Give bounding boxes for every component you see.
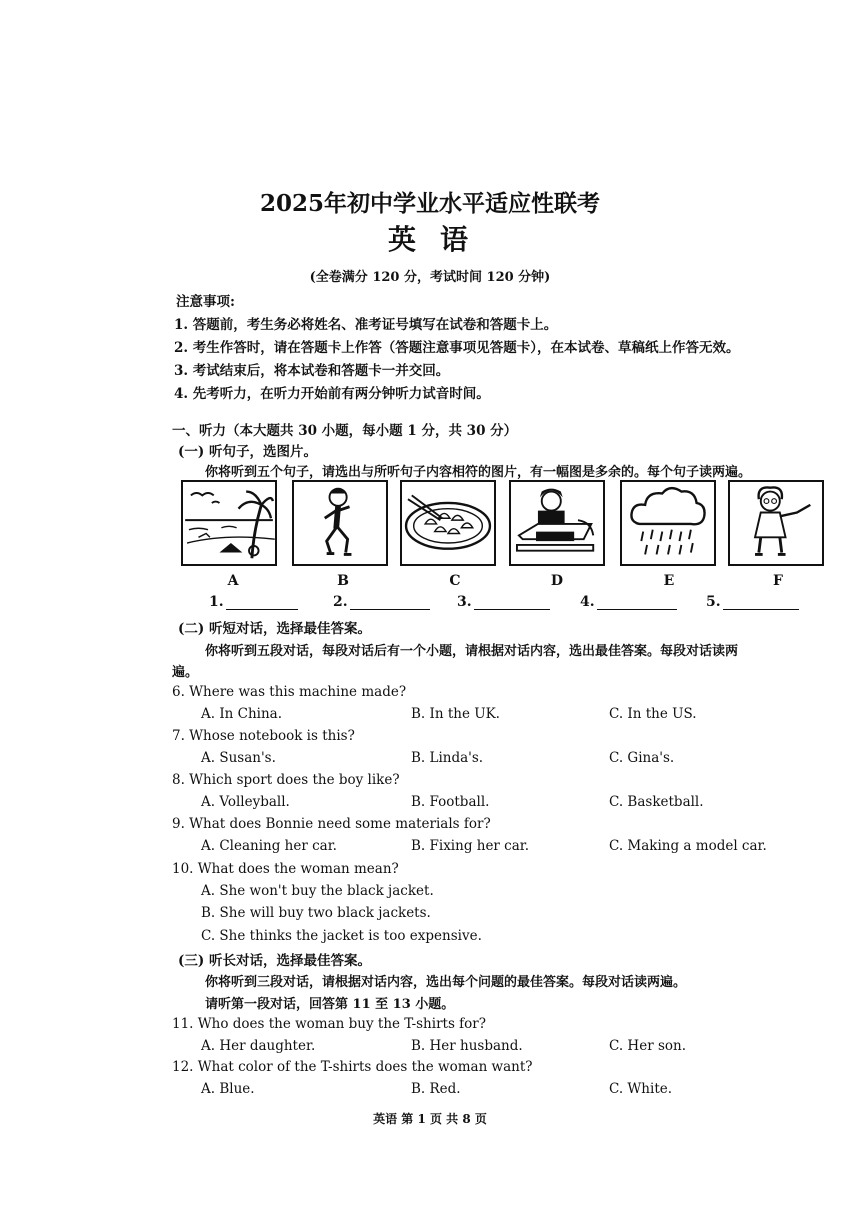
answer-blank[interactable]: 3. <box>457 594 550 610</box>
picture-letter: C <box>449 573 461 589</box>
part3-instruction: 你将听到三段对话，请根据对话内容，选出每个问题的最佳答案。每段对话读两遍。 <box>205 975 687 990</box>
picture-dumplings <box>400 480 496 566</box>
score-time-note: (全卷满分 120 分，考试时间 120 分钟) <box>309 270 551 285</box>
part3-heading: (三) 听长对话，选择最佳答案。 <box>178 953 371 969</box>
question-7: 7. Whose notebook is this? <box>172 728 355 744</box>
picture-rain-cloud <box>620 480 716 566</box>
part2-instruction: 你将听到五段对话，每段对话后有一个小题，请根据对话内容，选出最佳答案。每段对话读两 <box>205 644 739 659</box>
picture-letter: F <box>773 573 783 589</box>
subject-title: 英语 <box>387 223 492 256</box>
part1-instruction: 你将听到五个句子，请选出与所听句子内容相符的图片，有一幅图是多余的。每个句子读两遍。 <box>205 465 752 480</box>
answer-blank[interactable]: 5. <box>706 594 799 610</box>
option-b[interactable]: B. Linda's. <box>411 750 484 766</box>
dumplings-icon <box>402 482 494 564</box>
section-heading: 一、听力（本大题共 30 小题，每小题 1 分，共 30 分） <box>172 423 518 439</box>
option-c[interactable]: C. Gina's. <box>609 750 675 766</box>
question-10: 10. What does the woman mean? <box>172 861 399 877</box>
question-6: 6. Where was this machine made? <box>172 684 407 700</box>
picture-teacher <box>728 480 824 566</box>
option-a[interactable]: A. Cleaning her car. <box>201 838 337 854</box>
note-item: 3. 考试结束后，将本试卷和答题卡一并交回。 <box>174 363 450 379</box>
option-b[interactable]: B. Her husband. <box>411 1038 523 1054</box>
option-b[interactable]: B. Fixing her car. <box>411 838 530 854</box>
picture-letter: E <box>663 573 675 589</box>
option-a[interactable]: A. In China. <box>201 706 283 722</box>
picture-letter: B <box>337 573 349 589</box>
option-a[interactable]: A. Her daughter. <box>201 1038 316 1054</box>
option-c[interactable]: C. White. <box>609 1081 673 1097</box>
beach-icon <box>183 482 275 564</box>
page-title: 2025年初中学业水平适应性联考 <box>259 190 600 217</box>
page-footer: 英语 第 1 页 共 8 页 <box>373 1112 487 1126</box>
picture-running-boy <box>292 480 388 566</box>
answer-blank[interactable]: 2. <box>333 594 430 610</box>
picture-letter: D <box>550 573 564 589</box>
question-8: 8. Which sport does the boy like? <box>172 772 400 788</box>
picture-letter: A <box>227 573 239 589</box>
note-item: 2. 考生作答时，请在答题卡上作答（答题注意事项见答题卡），在本试卷、草稿纸上作答无效。 <box>174 340 740 356</box>
answer-blank[interactable]: 4. <box>580 594 677 610</box>
question-12: 12. What color of the T-shirts does the woman want? <box>172 1059 533 1075</box>
option-b[interactable]: B. Football. <box>411 794 490 810</box>
rain-cloud-icon <box>622 482 714 564</box>
teacher-icon <box>730 482 822 564</box>
option-a[interactable]: A. Susan's. <box>201 750 276 766</box>
question-11: 11. Who does the woman buy the T-shirts for? <box>172 1016 486 1032</box>
cooking-boy-icon <box>511 482 603 564</box>
option-a[interactable]: A. Volleyball. <box>201 794 290 810</box>
running-boy-icon <box>294 482 386 564</box>
note-item: 4. 先考听力，在听力开始前有两分钟听力试音时间。 <box>174 386 490 402</box>
option-c[interactable]: C. She thinks the jacket is too expensive. <box>201 928 482 944</box>
picture-cooking <box>509 480 605 566</box>
note-item: 1. 答题前，考生务必将姓名、准考证号填写在试卷和答题卡上。 <box>174 317 558 333</box>
part1-heading: (一) 听句子，选图片。 <box>178 444 317 460</box>
option-b[interactable]: B. In the UK. <box>411 706 500 722</box>
option-c[interactable]: C. Her son. <box>609 1038 686 1054</box>
picture-beach <box>181 480 277 566</box>
part3-sub-instruction: 请听第一段对话，回答第 11 至 13 小题。 <box>205 997 455 1012</box>
option-b[interactable]: B. Red. <box>411 1081 461 1097</box>
option-c[interactable]: C. Making a model car. <box>609 838 767 854</box>
option-c[interactable]: C. Basketball. <box>609 794 704 810</box>
option-c[interactable]: C. In the US. <box>609 706 697 722</box>
question-9: 9. What does Bonnie need some materials for? <box>172 816 491 832</box>
option-a[interactable]: A. She won't buy the black jacket. <box>201 883 434 899</box>
option-a[interactable]: A. Blue. <box>201 1081 255 1097</box>
part2-instruction-cont: 遍。 <box>172 665 199 680</box>
answer-blank[interactable]: 1. <box>209 594 298 610</box>
option-b[interactable]: B. She will buy two black jackets. <box>201 905 431 921</box>
notes-heading: 注意事项: <box>176 294 235 310</box>
part2-heading: (二) 听短对话，选择最佳答案。 <box>178 621 371 637</box>
